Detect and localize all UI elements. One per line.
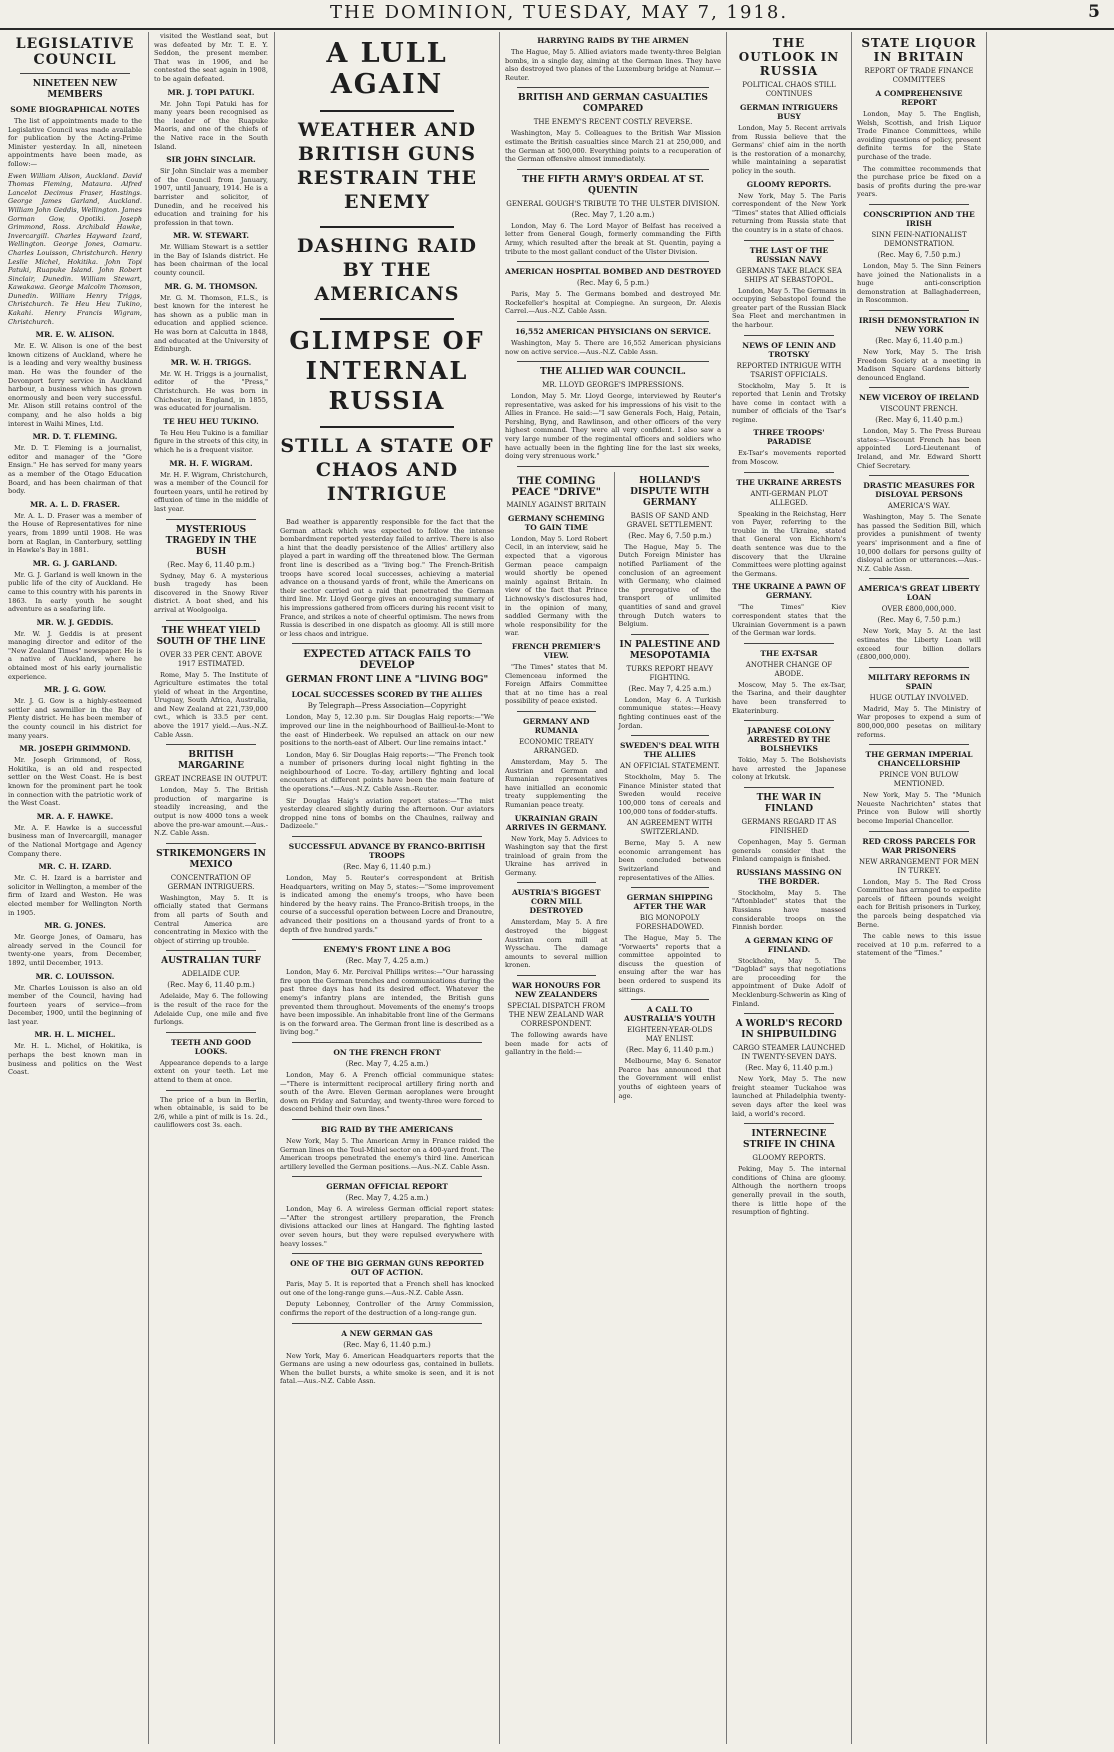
column-war-news: [280, 32, 494, 1744]
subheadline: TURKS REPORT HEAVY FIGHTING.: [626, 664, 714, 682]
main-headline-deck: GLIMPSE OF INTERNAL RUSSIA: [289, 326, 485, 415]
article-paragraph: Paris, May 5. It is reported that a French shell has knocked out one of the long-range guns.—Aus.-N.Z. Cable Assn.: [280, 1280, 494, 1297]
dateline: (Rec. May 7, 4.25 a.m.): [345, 1059, 429, 1068]
subheadline: POLITICAL CHAOS STILL CONTINUES: [742, 81, 836, 98]
headline: NEWS OF LENIN AND TROTSKY: [742, 340, 836, 359]
dateline: (Rec. May 6, 11.40 p.m.): [745, 1064, 833, 1073]
divider: [744, 240, 834, 241]
divider: [517, 882, 596, 883]
article-paragraph: Mr. William Stewart is a settler in the Bay of Islands district. He has been chairman of the local county council.: [154, 243, 268, 278]
divider: [631, 999, 710, 1000]
headline: THE ALLIED WAR COUNCIL.: [540, 367, 686, 378]
subheadline: PRINCE VON BULOW MENTIONED.: [879, 771, 959, 789]
subheadline: REPORT OF TRADE FINANCE COMMITTEES: [864, 67, 974, 84]
subheadline: NEW ARRANGEMENT FOR MEN IN TURKEY.: [859, 857, 979, 875]
section-heading: TE HEU HEU TUKINO.: [163, 416, 259, 426]
section-heading: MR. A. L. D. FRASER.: [29, 499, 121, 509]
subheadline: GREAT INCREASE IN OUTPUT.: [154, 775, 268, 784]
headline: A WORLD'S RECORD IN SHIPBUILDING: [735, 1019, 843, 1041]
article-paragraph: Deputy Lebonney, Controller of the Army Commission, confirms the report of the destruction of a long-range gun.: [280, 1300, 494, 1318]
main-headline-deck: WEATHER AND BRITISH GUNS RESTRAIN THE ENEMY: [296, 119, 478, 213]
article-paragraph: New York, May 5. The new freight steamer Tuckahoe was launched at Philadelphia twenty-seven days after the keel was laid, a world's record.: [732, 1075, 846, 1118]
subheadline: ANTI-GERMAN PLOT ALLEGED.: [750, 489, 828, 507]
headline: A NEW GERMAN GAS: [341, 1328, 433, 1338]
subheadline: GENERAL GOUGH'S TRIBUTE TO THE ULSTER DIVISION.: [506, 199, 720, 208]
divider: [166, 1090, 256, 1091]
headline: ONE OF THE BIG GERMAN GUNS REPORTED OUT OF ACTION.: [290, 1259, 484, 1278]
section-heading: MR. E. W. ALISON.: [35, 330, 115, 340]
divider: [166, 519, 256, 520]
article-paragraph: "The Times" states that M. Clemenceau informed the Foreign Affairs Committee that at no time has a real possibility of peace existed.: [505, 662, 608, 706]
subheadline: GERMANY SCHEMING TO GAIN TIME: [507, 513, 605, 532]
subheadline: HUGE OUTLAY INVOLVED.: [869, 693, 969, 702]
divider: [869, 475, 969, 476]
headline: GERMANY AND RUMANIA: [523, 716, 590, 735]
dateline: (Rec. May 6, 11.40 p.m.): [343, 863, 431, 872]
subheadline: OVER 33 PER CENT. ABOVE 1917 ESTIMATED.: [159, 650, 263, 668]
article-paragraph: London, May 5. The British production of margarine is steadily increasing, and the output is now 4000 tons a week above the pre-war amount.—Aus.-N.Z. Cable Assn.: [154, 786, 268, 838]
article-paragraph: Mr. D. T. Fleming is a journalist, editor and manager of the "Gore Ensign." He has served for many years as a member of the Otago Education Board, and has been chairman of that body.: [8, 444, 142, 496]
article-paragraph: London, May 5. Lord Robert Cecil, in an interview, said he expected that a vigorous German peace campaign would shortly be opened mainly against Britain. In view of the fact that Prince Lichnowsky's disclosures had, in the opinion of many, saddled Germany with the whole responsibility for the war.: [505, 534, 608, 638]
divider: [166, 1032, 256, 1033]
subheadline: GERMAN FRONT LINE A "LIVING BOG": [285, 675, 489, 686]
article-paragraph: "The Times" Kiev correspondent states that the Ukrainian Government is a pawn of the German war lords.: [732, 603, 846, 638]
article-paragraph: Mr. Joseph Grimmond, of Ross, Hokitika, is an old and respected settler on the West Coast. He is best known for the prominent part he took in connection with the patriotic work of the West Coast.: [8, 756, 142, 808]
article-paragraph: Rome, May 5. The Institute of Agriculture estimates the total yield of wheat in the Argentine, Uruguay, South Africa, Australia, and New Zealand at 221,739,000 cwt., which is 33.5 per cent. above the 1917 yield.—Aus.-N.Z. Cable Assn.: [154, 670, 268, 739]
section-heading: MR. D. T. FLEMING.: [32, 432, 118, 442]
divider: [869, 667, 969, 668]
subheadline: A COMPREHENSIVE REPORT: [875, 89, 963, 107]
section-heading: RUSSIANS MASSING ON THE BORDER.: [736, 867, 842, 886]
subheadline: SINN FEIN-NATIONALIST DEMONSTRATION.: [871, 230, 967, 248]
article-paragraph: Mr. W. H. Triggs is a journalist, editor of the "Press," Christchurch. He was born in Chichester, in England, in 1855, was educated for journalism.: [154, 369, 268, 413]
divider: [320, 110, 454, 112]
article-paragraph: London, May 5. The English, Welsh, Scottish, and Irish Liquor Trade Finance Committees, while avoiding questions of policy, present definite terms for the State purchase of the trade.: [857, 110, 981, 161]
divider: [744, 787, 834, 788]
column-biographies-continued: [154, 32, 268, 1744]
subheadline: GERMANS TAKE BLACK SEA SHIPS AT SEBASTOPOL.: [736, 266, 842, 284]
headline: THE UKRAINE ARRESTS: [736, 477, 842, 487]
article-paragraph: New York, May 5. The Paris correspondent of the New York "Times" states that Allied officials returning from Russia state that the country is in a state of chaos.: [732, 191, 846, 234]
divider: [292, 939, 482, 940]
subheadline: BIG MONOPOLY FORESHADOWED.: [635, 914, 704, 932]
subheadline: AN OFFICIAL STATEMENT.: [620, 762, 720, 771]
divider: [292, 1176, 482, 1177]
headline: THE FIFTH ARMY'S ORDEAL AT ST. QUENTIN: [522, 174, 704, 196]
headline: ENEMY'S FRONT LINE A BOG: [323, 945, 451, 955]
article-paragraph: Mr. G. M. Thomson, F.L.S., is best known for the interest he has shown as a public man in education and applied science. He was born at Calcutta in 1848, and educated at the University of Edinburgh.: [154, 293, 268, 354]
dateline: (Rec. May 6, 11.40 p.m.): [875, 416, 963, 425]
article-paragraph: London, May 5. Reuter's correspondent at British Headquarters, writing on May 5, states:—"Some improvement is indicated among the enemy's troops, who have been hindered by the heavy rains. The Franco-British troops, in the course of a successful operation between Locre and Dranoutre, advanced their positions on a thousand yards of front to a depth of five hundred yards.": [280, 874, 494, 934]
dateline: (Rec. May 6, 7.50 p.m.): [628, 531, 712, 540]
divider: [320, 426, 454, 428]
article-paragraph: Melbourne, May 6. Senator Pearce has announced that the Government will enlist youths of eighteen years of age.: [618, 1057, 721, 1100]
article-paragraph: The price of a bun in Berlin, when obtainable, is said to be 2/6, while a pint of milk is 1s. 2d., cauliflowers cost 3s. each.: [154, 1095, 268, 1130]
headline: THE COMING PEACE "DRIVE": [511, 475, 601, 498]
subheadline: EIGHTEEN-YEAR-OLDS MAY ENLIST.: [627, 1026, 713, 1044]
article-paragraph: Berne, May 5. A new economic arrangement has been concluded between Switzerland and representatives of the Allies.: [618, 839, 721, 882]
section-heading: MR. G. J. GARLAND.: [32, 558, 118, 568]
advert-text: Appearance depends to a large extent on your teeth. Let me attend to them at once.: [154, 1058, 268, 1084]
section-heading: MR. C. H. IZARD.: [38, 862, 112, 872]
dateline: (Rec. May 6, 7.50 p.m.): [877, 250, 961, 259]
subheadline: SPECIAL DISPATCH FROM THE NEW ZEALAND WAR CORRESPONDENT.: [507, 1002, 606, 1029]
article-paragraph: Mr. J. G. Gow is a highly-esteemed settler and sawmiller in the Bay of Plenty district. He has been member of the county council in his district for many years.: [8, 697, 142, 740]
sub-column-left: [505, 472, 608, 1103]
dateline: (Rec. May 6, 5 p.m.): [577, 279, 649, 288]
headline: ON THE FRENCH FRONT: [333, 1047, 441, 1057]
masthead-title: THE DOMINION, TUESDAY, MAY 7, 1918.: [330, 2, 789, 23]
main-headline-deck: STILL A STATE OF CHAOS AND INTRIGUE: [280, 435, 494, 505]
subheadline: NINETEEN NEW MEMBERS: [32, 79, 118, 100]
article-paragraph: The Hague, May 5. The "Vorwaerts" reports that a committee appointed to discuss the question of ensuing after the war has been ordered to suspend its sittings.: [618, 934, 721, 994]
divider: [869, 310, 969, 311]
divider: [517, 261, 709, 262]
headline: THE WHEAT YIELD SOUTH OF THE LINE: [156, 625, 266, 647]
divider: [869, 831, 969, 832]
dateline: (Rec. May 7, 4.25 a.m.): [345, 957, 429, 966]
advert-heading: TEETH AND GOOD LOOKS.: [170, 1037, 252, 1056]
headline: BRITISH MARGARINE: [178, 750, 244, 772]
article-paragraph: Mr. E. W. Alison is one of the best known citizens of Auckland, where he is a leading and very wealthy business man. He was the founder of the Devonport ferry service in Auckland harbour, a business which has grown enormously and been very successful. Mr. Alison still retains control of the company, and he also holds a big interest in Waihi Mines, Ltd.: [8, 342, 142, 428]
dateline: (Rec. May 7, 1.20 a.m.): [571, 210, 655, 219]
article-paragraph: London, May 5. Recent arrivals from Russia believe that the Germans' chief aim in the north is the restoration of a monarchy, while maintaining a separatist policy in the south.: [732, 124, 846, 175]
divider: [869, 204, 969, 205]
dateline: (Rec. May 6, 11.40 p.m.): [343, 1340, 431, 1349]
headline: SWEDEN'S DEAL WITH THE ALLIES: [620, 741, 720, 760]
lead-paragraph: Bad weather is apparently responsible for the fact that the German attack which was expected to follow the intense bombardment reported yesterday failed to arrive. There is also a hint that the deadly persistence of the Allies' artillery also played a part in warding off the threatened blow. The German front line is described as a "living bog." The French-British troops have scored local successes, achieving a material advance on a thousand yards of front, while the Americans on their sector carried out a raid that penetrated the German third line. Mr. Lloyd George gives an encouraging summary of his impressions gathered from officers during his recent visit to France, and strikes a note of cheerful optimism. The news from Russia is described in one dispatch as gloomy. All is still more or less chaos and intrigue.: [280, 518, 494, 638]
article-paragraph: Mr. John Topi Patuki has for many years been recognised as the leader of the Ruapuke Maoris, and one of the chiefs of the Native race in the South Island.: [154, 99, 268, 151]
article-paragraph: Mr. H. L. Michel, of Hokitika, is perhaps the best known man in business and politics on the West Coast.: [8, 1042, 142, 1077]
headline: HOLLAND'S DISPUTE WITH GERMANY: [630, 475, 710, 508]
subheadline: OVER £800,000,000.: [881, 605, 957, 614]
divider: [517, 87, 709, 88]
divider: [631, 735, 710, 736]
section-heading: MR. G. M. THOMSON.: [164, 281, 258, 291]
headline: THE WAR IN FINLAND: [756, 792, 822, 814]
article-paragraph: The cable news to this issue received at 10 p.m. referred to a statement of the "Times.": [857, 932, 981, 958]
page-number: 5: [1088, 2, 1100, 22]
masthead: [0, 0, 1114, 30]
divider: [166, 744, 256, 745]
article-paragraph: London, May 5. The Sinn Feiners have joined the Nationalists in a huge anti-conscription demonstration at Ballaghaderreen, in Roscommon.: [857, 261, 981, 305]
divider: [292, 1119, 482, 1120]
section-heading: A GERMAN KING OF FINLAND.: [744, 935, 834, 954]
headline: DRASTIC MEASURES FOR DISLOYAL PERSONS: [863, 481, 975, 500]
section-heading: MR. W. J. GEDDIS.: [36, 617, 114, 627]
article-paragraph: Mr. H. F. Wigram, Christchurch, was a member of the Council for fourteen years, until he retired by effluxion of time in the middle of last year.: [154, 470, 268, 513]
dateline: (Rec. May 6, 11.40 p.m.): [875, 336, 963, 345]
headline: IN PALESTINE AND MESOPOTAMIA: [619, 639, 720, 661]
column-britain-ireland: [857, 32, 981, 1744]
article-paragraph: Mr. G. J. Garland is well known in the public life of the city of Auckland. He came to this country with his parents in 1863. In early youth he sought adventure as a seafaring life.: [8, 570, 142, 614]
divider: [292, 1323, 482, 1324]
article-paragraph: The following awards have been made for acts of gallantry in the field:—: [505, 1031, 608, 1057]
dateline: (Rec. May 6, 11.40 p.m.): [167, 981, 255, 990]
divider: [517, 169, 709, 170]
article-paragraph: London, May 6. A Turkish communique states:—Heavy fighting continues east of the Jordan.: [618, 695, 721, 730]
headline: GERMAN SHIPPING AFTER THE WAR: [626, 893, 713, 912]
subheadline: REPORTED INTRIGUE WITH TSARIST OFFICIALS.: [736, 361, 842, 379]
article-paragraph: London, May 5, 12.30 p.m. Sir Douglas Haig reports:—"We improved our line in the neighbourhood of Baillieul-le-Mont to the east of Hinderbeek. We repulsed an attack on our new positions to the north-east of Albert. Our line remains intact.": [280, 713, 494, 748]
article-paragraph: Sydney, May 6. A mysterious bush tragedy has been discovered in the Snowy River district. A boat shed, and his arrival at Woolgoolga.: [154, 571, 268, 614]
divider: [744, 335, 834, 336]
article-paragraph: New York, May 5. The American Army in France raided the German lines on the Toul-Mihiel sector on a 400-yard front. The American troops penetrated the enemy's third line. American artillery levelled the German positions.—Aus.-N.Z. Cable Assn.: [280, 1136, 494, 1171]
headline: THE LAST OF THE RUSSIAN NAVY: [749, 245, 829, 264]
article-paragraph: The list of appointments made to the Legislative Council was made available for publication by the Acting-Prime Minister yesterday. In all, nineteen appointments have been made, as follow:—: [8, 117, 142, 168]
divider: [869, 744, 969, 745]
section-heading: SIR JOHN SINCLAIR.: [166, 155, 256, 165]
divider: [631, 887, 710, 888]
article-paragraph: Peking, May 5. The internal conditions of China are gloomy. Although the northern troops generally prevail in the south, there is little hope of the resumption of fighting.: [732, 1165, 846, 1217]
sub-column-right: [614, 472, 722, 1103]
article-paragraph: Stockholm, May 5. The Finance Minister stated that Sweden would receive 100,000 tons of cereals and 100,000 tons of fodder-stuffs.: [618, 773, 721, 816]
headline: SUCCESSFUL ADVANCE BY FRANCO-BRITISH TROOPS: [288, 842, 486, 861]
article-paragraph: Tokio, May 5. The Bolshevists have arrested the Japanese colony at Irkutsk.: [732, 756, 846, 782]
article-paragraph: London, May 5. The Germans in occupying Sebastopol found the greater part of the Russian Black Sea Fleet and merchantmen in the harbour.: [732, 286, 846, 329]
article-paragraph: The committee recommends that the purchase price be fixed on a basis of profits during the pre-war years.: [857, 164, 981, 199]
article-paragraph: New York, May 5. Advices to Washington say that the first trainload of grain from the Ukraine has arrived in Germany.: [505, 834, 608, 877]
headline: AMERICA'S GREAT LIBERTY LOAN: [858, 584, 980, 603]
member-list: Ewen William Alison, Auckland. David Thomas Fleming, Mataura. Alfred Lancelot Decimus Fraser, Hastings. George James Garland, Auckland. William John Geddis, Wellington. James Gorman Gow, Opotiki. Joseph Grimmond, Ross. Archibald Hawke, Invercargill. Charles Hayward Izard, Wellington. George Jones, Oamaru. Charles Louisson, Christchurch. Henry Leslie Michel, Hokitika. John Topi Patuki, Ruapuke Island. John Robert Sinclair, Dunedin. William Stewart, Kawakawa. George Malcolm Thomson, Dunedin. William Henry Triggs, Christchurch. Te Heu Heu Tukino, Kakahi. Henry Francis Wigram, Christchurch.: [8, 171, 142, 326]
article-paragraph: The Hague, May 5. The Dutch Foreign Minister has notified Parliament of the conclusion of an agreement with Germany, who claimed the prerogative of the transport of unlimited quantities of sand and gravel through Dutch waters to Belgium.: [618, 542, 721, 629]
article-paragraph: Washington, May 5. The Senate has passed the Sedition Bill, which provides a punishment of twenty years' imprisonment and a fine of 10,000 dollars for persons guilty of disloyal action or utterances.—Aus.-N.Z. Cable Assn.: [857, 513, 981, 573]
headline: THE GERMAN IMPERIAL CHANCELLORSHIP: [865, 750, 973, 769]
byline: By Telegraph—Press Association—Copyright: [307, 702, 467, 711]
headline: 16,552 AMERICAN PHYSICIANS ON SERVICE.: [514, 326, 712, 336]
headline: BRITISH AND GERMAN CASUALTIES COMPARED: [518, 93, 708, 115]
article-paragraph: New York, May 5. At the last estimates the Liberty Loan will exceed four billion dollars (£800,000,000).: [857, 627, 981, 662]
subheadline: LOCAL SUCCESSES SCORED BY THE ALLIES: [291, 690, 483, 700]
dateline: (Rec. May 7, 4.25 a.m.): [345, 1194, 429, 1203]
dateline: (Rec. May 7, 4.25 a.m.): [628, 684, 712, 693]
section-heading: UKRAINIAN GRAIN ARRIVES IN GERMANY.: [505, 813, 607, 832]
headline: MYSTERIOUS TRAGEDY IN THE BUSH: [165, 524, 257, 557]
divider: [166, 843, 256, 844]
article-paragraph: Mr. George Jones, of Oamaru, has already served in the Council for twenty-one years, from December, 1892, until December, 1913.: [8, 933, 142, 967]
column-rule: [851, 32, 852, 1744]
divider: [517, 321, 709, 322]
divider: [166, 620, 256, 621]
section-heading: MR. H. L. MICHEL.: [34, 1030, 116, 1040]
article-paragraph: Mr. A. F. Hawke is a successful business man of Invercargill, manager of the National Mortgage and Agency Company there.: [8, 823, 142, 858]
article-paragraph: London, May 6. Mr. Percival Phillips writes:—"Our harassing fire upon the German trenches and communications during the past three days has had its desired effect. Whatever the enemy's infantry plans are intended, the British guns prevented them throughout. Movements of the enemy's troops have been impossible. An inhabitable front line of the Germans is on the forward area. The German front line is described as a living bog.": [280, 968, 494, 1037]
article-paragraph: Washington, May 5. Colleagues to the British War Mission estimate the British casualties since March 21 at 250,000, and the German at 500,000. Everything points to a recuperation of the German offensive almost immediately.: [505, 129, 721, 164]
article-paragraph: Washington, May 5. There are 16,552 American physicians now on active service.—Aus.-N.Z. Cable Assn.: [505, 338, 721, 356]
headline: AUSTRIA'S BIGGEST CORN MILL DESTROYED: [511, 888, 601, 916]
divider: [292, 1253, 482, 1254]
section-heading: MR. J. TOPI PATUKI.: [167, 87, 255, 97]
main-headline-deck: DASHING RAID BY THE AMERICANS: [297, 235, 477, 305]
column-rule: [148, 32, 149, 1744]
subheadline: BASIS OF SAND AND GRAVEL SETTLEMENT.: [626, 511, 713, 529]
article-paragraph: Mr. W. J. Geddis is at present managing director and editor of the "New Zealand Times" newspaper. He is a native of Auckland, where he obtained most of his early journalistic experience.: [8, 629, 142, 681]
article-paragraph: New York, May 5. The Irish Freedom Society at a meeting in Madison Square Gardens bitterly denounced England.: [857, 347, 981, 382]
headline: GERMAN OFFICIAL REPORT: [326, 1182, 448, 1192]
subheadline: CARGO STEAMER LAUNCHED IN TWENTY-SEVEN DAYS.: [732, 1044, 846, 1062]
headline: JAPANESE COLONY ARRESTED BY THE BOLSHEVIKS: [747, 726, 831, 754]
article-paragraph: Amsterdam, May 5. The Austrian and German and Rumanian representatives have initialled an economic treaty supplementing the Rumanian peace treaty.: [505, 757, 608, 809]
article-paragraph: Copenhagen, May 5. German generals consider that the Finland campaign is finished.: [732, 837, 846, 864]
divider: [744, 1123, 834, 1124]
section-heading: MR. G. JONES.: [44, 921, 106, 931]
divider: [869, 387, 969, 388]
dateline: (Rec. May 6, 7.50 p.m.): [877, 616, 961, 625]
divider: [320, 318, 454, 320]
subheadline: MR. LLOYD GEORGE'S IMPRESSIONS.: [542, 381, 684, 390]
divider: [166, 950, 256, 951]
article-paragraph: Sir John Sinclair was a member of the Council from January, 1907, until January, 1914. He is a barrister and solicitor, of Dunedin, and he received his education and training for his profession in that town.: [154, 167, 268, 227]
article-paragraph: Sir Douglas Haig's aviation report states:—"The mist yesterday cleared slightly during the afternoon. Our aviators dropped nine tons of bombs on the Chaulnes, railway and Dadizeele.": [280, 796, 494, 831]
article-paragraph: visited the Westland seat, but was defeated by Mr. T. E. Y. Seddon, the present member. That was in 1906, and he contested the seat again in 1908, to be again defeated.: [154, 32, 268, 83]
article-paragraph: London, May 5. The Press Bureau states:—Viscount French has been appointed Lord-Lieutenant of Ireland, and Mr. Edward Shortt Chief Secretary.: [857, 427, 981, 470]
headline: IRISH DEMONSTRATION IN NEW YORK: [858, 315, 980, 334]
article-paragraph: London, May 6. A wireless German official report states:—"After the strongest artillery preparation, the French divisions attacked our lines at Hangard. The fighting lasted over seven hours, but they were repulsed everywhere with heavy losses.": [280, 1205, 494, 1248]
subheadline: AN AGREEMENT WITH SWITZERLAND.: [626, 819, 713, 837]
divider: [869, 578, 969, 579]
article-paragraph: Mr. Charles Louisson is also an old member of the Council, having had fourteen years of service—from December, 1900, until the beginning of last year.: [8, 983, 142, 1026]
article-paragraph: Paris, May 5. The Germans bombed and destroyed Mr. Rockefeller's hospital at Compiegne. An surgeon, Dr. Alexis Carrel.—Aus.-N.Z. Cable Assn.: [505, 290, 721, 316]
article-paragraph: London, May 6. Sir Douglas Haig reports:—"The French took a number of prisoners during local night fighting in the neighbourhood of Locre. To-day, artillery fighting and local encounters at different points have been the main feature of the operations."—Aus.-N.Z. Cable Assn.-Reuter.: [280, 750, 494, 794]
subheadline: GERMANS REGARD IT AS FINISHED: [741, 817, 837, 835]
divider: [517, 361, 709, 362]
article-paragraph: Adelaide, May 6. The following is the result of the race for the Adelaide Cup, one mile and five furlongs.: [154, 992, 268, 1027]
subheadline: THE ENEMY'S RECENT COSTLY REVERSE.: [533, 118, 693, 127]
sub-columns: [505, 472, 721, 1103]
section-heading: MR. A. F. HAWKE.: [36, 811, 114, 821]
divider: [631, 634, 710, 635]
article-paragraph: Speaking in the Reichstag, Herr von Payer, referring to the trouble in the Ukraine, stated that General von Eichhorn's death sentence was due to the discovery that the Ukraine Committees were plotting against the Germans.: [732, 509, 846, 578]
headline: THE OUTLOOK IN RUSSIA: [738, 36, 840, 78]
column-rule: [499, 32, 500, 1744]
divider: [744, 720, 834, 721]
subheadline: GERMAN INTRIGUERS BUSY: [740, 103, 838, 121]
divider: [744, 1013, 834, 1014]
headline: THE EX-TSAR: [760, 648, 818, 658]
divider: [20, 73, 130, 74]
column-rule: [274, 32, 275, 1744]
section-heading: THE UKRAINE A PAWN OF GERMANY.: [732, 582, 846, 601]
column-rule: [986, 32, 987, 1744]
headline: LEGISLATIVE COUNCIL: [15, 36, 135, 68]
article-paragraph: London, May 5. The Red Cross Committee has arranged to expedite parcels of fifteen pounds weight each for British prisoners in Turkey, the parcels being despatched via Berne.: [857, 877, 981, 929]
section-heading: MR. J. G. GOW.: [43, 685, 107, 695]
article-paragraph: Ex-Tsar's movements reported from Moscow.: [732, 449, 846, 467]
headline: HARRYING RAIDS BY THE AIRMEN: [537, 36, 689, 45]
divider: [517, 466, 709, 467]
article-paragraph: Stockholm, May 5. The "Dagblad" says that negotiations are proceeding for the appointment of Duke Adolf of Mecklenburg-Schwerin as King of Finland.: [732, 956, 846, 1008]
article-paragraph: Te Heu Heu Tukino is a familiar figure in the streets of this city, in which he is a frequent visitor.: [154, 428, 268, 454]
divider: [292, 1042, 482, 1043]
article-paragraph: New York, May 5. The "Munich Neueste Nachrichten" states that Prince von Bulow will shortly become Imperial Chancellor.: [857, 791, 981, 825]
divider: [744, 643, 834, 644]
section-heading: THREE TROOPS' PARADISE: [753, 428, 825, 447]
subheadline: ECONOMIC TREATY ARRANGED.: [518, 737, 594, 755]
article-paragraph: Washington, May 5. It is officially stated that Germans from all parts of South and Central America are concentrating in Mexico with the object of stirring up trouble.: [154, 893, 268, 945]
headline: MILITARY REFORMS IN SPAIN: [867, 672, 971, 691]
headline: BIG RAID BY THE AMERICANS: [320, 1124, 454, 1134]
headline: AMERICAN HOSPITAL BOMBED AND DESTROYED: [505, 267, 721, 277]
column-legislative-council: [8, 32, 142, 1744]
article-paragraph: London, May 6. The Lord Mayor of Belfast has received a letter from General Gough, formerly commanding the Fifth Army, which resulted after the break at St. Quentin, paying a tribute to the most gallant conduct of the Ulster Division.: [505, 221, 721, 256]
article-paragraph: London, May 5. Mr. Lloyd George, interviewed by Reuter's representative, was asked for his impressions of his visit to the Allies in France. He said:—"I saw Generals Foch, Haig, Petain, Pershing, Byng, and Rawlinson, and other officers of the very highest command. They were all very confident. I also saw a very large number of the regimental officers and soldiers who have actually been in the fighting line for the last six weeks, doing very strenuous work.": [505, 392, 721, 461]
headline: WAR HONOURS FOR NEW ZEALANDERS: [511, 981, 601, 1000]
column-rule: [726, 32, 727, 1744]
article-paragraph: London, May 6. A French official communique states:—"There is intermittent reciprocal artillery firing north and south of the Avre. Eleven German aeroplanes were brought down on Friday and Saturday, and twenty-three were forced to descend behind their own lines.": [280, 1070, 494, 1114]
article-paragraph: The Hague, May 5. Allied aviators made twenty-three Belgian bombs, in a single day, aiming at the German lines. They have also destroyed two planes of the Luxemburg bridge at Namur.—Reuter.: [505, 48, 721, 82]
article-paragraph: Mr. A. L. D. Fraser was a member of the House of Representatives for nine years, from 1899 until 1908. He was born at Raglan, in Canterbury, settling in Hawke's Bay in 1881.: [8, 511, 142, 555]
column-casualties: [505, 32, 721, 1744]
divider: [517, 711, 596, 712]
main-headline: A LULL AGAIN: [326, 38, 448, 100]
section-heading: FRENCH PREMIER'S VIEW.: [511, 641, 601, 660]
article-paragraph: Amsterdam, May 5. A fire destroyed the biggest Austrian corn mill at Wysschau. The damage amounts to several million kronen.: [505, 918, 608, 970]
subheadline: ADELAIDE CUP.: [182, 970, 240, 979]
headline: AUSTRALIAN TURF: [161, 956, 261, 967]
subheadline: CONCENTRATION OF GERMAN INTRIGUERS.: [167, 873, 255, 891]
section-heading: MR. C. LOUISSON.: [35, 971, 115, 981]
subheadline: VISCOUNT FRENCH.: [880, 405, 958, 414]
headline: NEW VICEROY OF IRELAND: [859, 393, 979, 403]
headline: STATE LIQUOR IN BRITAIN: [861, 36, 977, 64]
headline: CONSCRIPTION AND THE IRISH: [863, 209, 975, 228]
divider: [517, 975, 596, 976]
subheadline: GLOOMY REPORTS.: [752, 1154, 826, 1163]
article-paragraph: Madrid, May 5. The Ministry of War proposes to expend a sum of 800,000,000 pesetas on military reforms.: [857, 704, 981, 739]
headline: RED CROSS PARCELS FOR WAR PRISONERS: [862, 836, 976, 855]
subheadline: MAINLY AGAINST BRITAIN: [506, 500, 607, 509]
divider: [292, 643, 482, 644]
headline: EXPECTED ATTACK FAILS TO DEVELOP: [303, 649, 471, 672]
article-paragraph: Moscow, May 5. The ex-Tsar, the Tsarina, and their daughter have been transferred to Ekaterinburg.: [732, 680, 846, 715]
article-paragraph: Stockholm, May 5. It is reported that Lenin and Trotsky have come in contact with a number of officials of the Tsar's regime.: [732, 381, 846, 424]
section-heading: GLOOMY REPORTS.: [746, 179, 832, 189]
headline: STRIKEMONGERS IN MEXICO: [156, 848, 266, 870]
subheadline: AMERICA'S WAY.: [887, 502, 951, 511]
headline: A CALL TO AUSTRALIA'S YOUTH: [624, 1005, 716, 1024]
article-paragraph: New York, May 6. American Headquarters reports that the Germans are using a new odourless gas, contained in bullets. When the bullet bursts, a white smoke is seen, and it is not fatal.—Aus.-N.Z. Cable Assn.: [280, 1351, 494, 1386]
dateline: (Rec. May 6, 11.40 p.m.): [167, 560, 255, 569]
headline: INTERNECINE STRIFE IN CHINA: [743, 1129, 835, 1151]
divider: [744, 472, 834, 473]
dateline: (Rec. May 6, 11.40 p.m.): [625, 1046, 714, 1055]
section-heading: MR. W. H. TRIGGS.: [170, 357, 252, 367]
section-heading: MR. H. F. WIGRAM.: [169, 458, 253, 468]
column-russia: [732, 32, 846, 1744]
divider: [320, 226, 454, 228]
section-heading: MR. JOSEPH GRIMMOND.: [19, 744, 131, 754]
article-paragraph: Mr. C. H. Izard is a barrister and solicitor in Wellington, a member of the firm of Izard and Weston. He was elected member for Wellington North in 1905.: [8, 874, 142, 917]
divider: [292, 836, 482, 837]
article-paragraph: Stockholm, May 5. The "Aftonbladet" states that the Russians have massed considerable troops on the Finnish border.: [732, 888, 846, 932]
subheadline: ANOTHER CHANGE OF ABODE.: [745, 660, 833, 678]
subheadline: SOME BIOGRAPHICAL NOTES: [10, 105, 140, 114]
section-heading: MR. W. STEWART.: [172, 231, 250, 241]
